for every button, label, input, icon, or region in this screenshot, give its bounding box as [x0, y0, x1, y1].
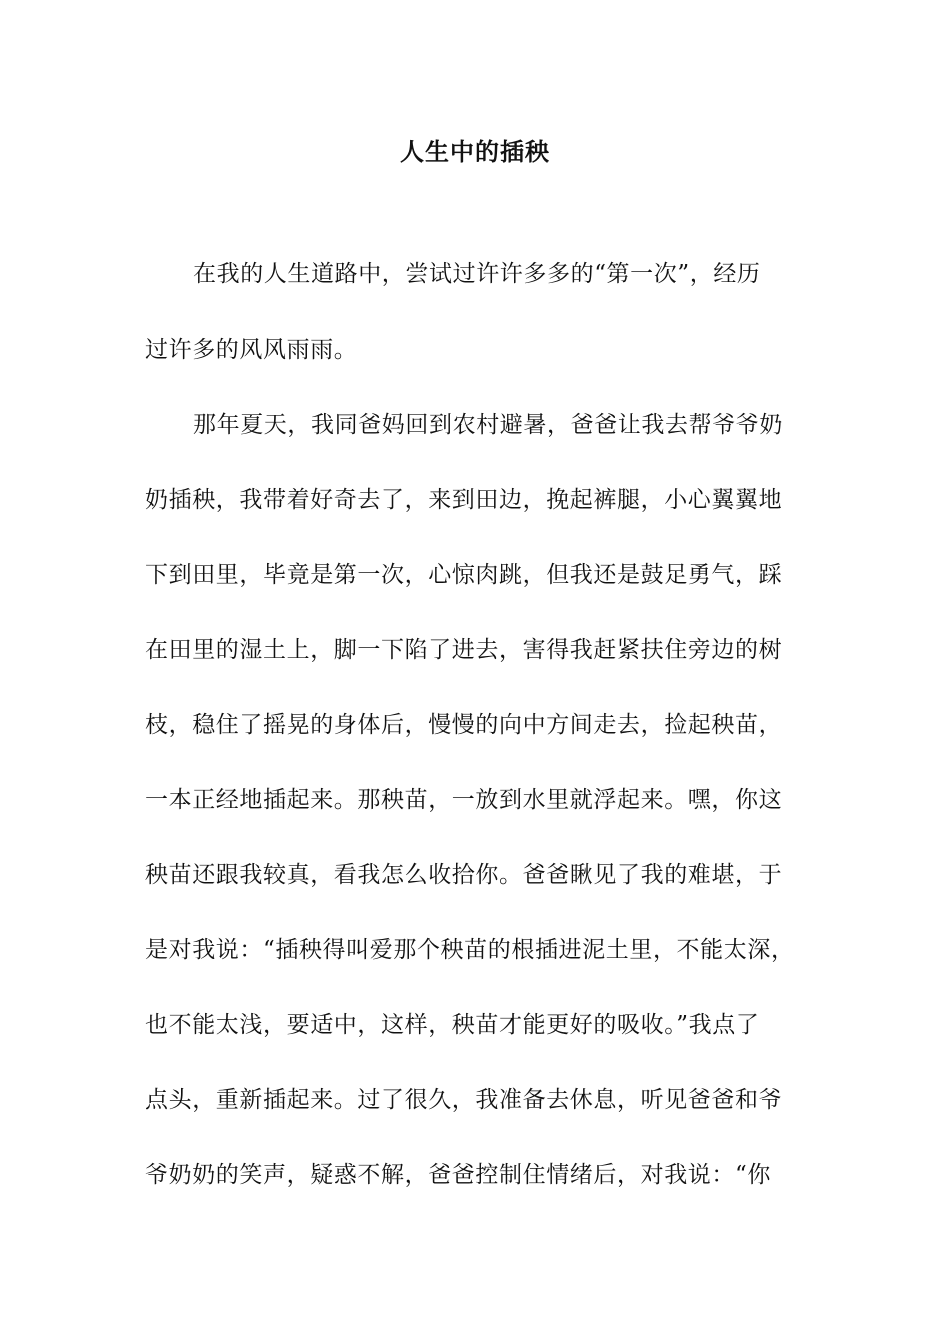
- text-line: 秧苗还跟我较真，看我怎么收拾你。爸爸瞅见了我的难堪，于: [145, 862, 783, 888]
- text-line: 过许多的风风雨雨。: [145, 337, 358, 363]
- text-line: 是对我说：“插秧得叫爱那个秧苗的根插进泥土里，不能太深，: [145, 937, 795, 963]
- text-line: 也不能太浅，要适中，这样，秧苗才能更好的吸收。”我点了: [145, 1012, 760, 1038]
- text-line: 在田里的湿土上，脚一下陷了进去，害得我赶紧扶住旁边的树: [145, 637, 783, 663]
- text-line: 在我的人生道路中，尝试过许许多多的“第一次”，经历: [193, 261, 761, 287]
- text-line: 点头，重新插起来。过了很久，我准备去休息，听见爸爸和爷: [145, 1087, 783, 1113]
- text-line: 那年夏天，我同爸妈回到农村避暑，爸爸让我去帮爷爷奶: [193, 412, 783, 438]
- page-title: 人生中的插秧: [400, 137, 550, 166]
- text-line: 爷奶奶的笑声，疑惑不解，爸爸控制住情绪后，对我说：“你: [145, 1162, 771, 1188]
- text-line: 下到田里，毕竟是第一次，心惊肉跳，但我还是鼓足勇气，踩: [145, 562, 783, 588]
- text-line: 奶插秧，我带着好奇去了，来到田边，挽起裤腿，小心翼翼地: [145, 487, 783, 513]
- text-line: 枝，稳住了摇晃的身体后，慢慢的向中方间走去，捡起秧苗，: [145, 712, 783, 738]
- text-line: 一本正经地插起来。那秧苗，一放到水里就浮起来。嘿，你这: [145, 787, 783, 813]
